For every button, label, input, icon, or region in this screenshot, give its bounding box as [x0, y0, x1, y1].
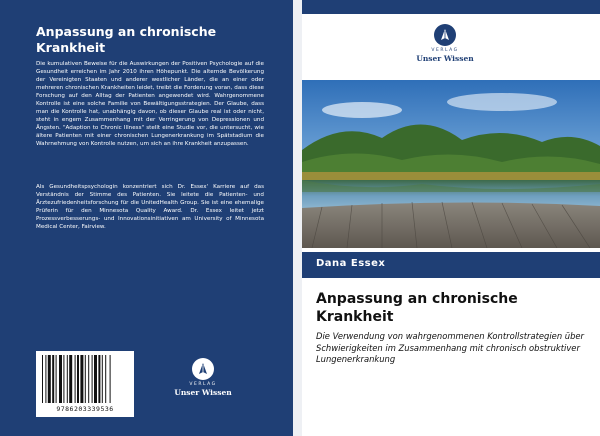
- publisher-name: Unser Wissen: [416, 54, 474, 63]
- quill-icon: [434, 24, 456, 46]
- back-cover: [0, 0, 293, 436]
- author-bar: [302, 252, 600, 278]
- barcode-lines: [40, 355, 130, 403]
- barcode-number: 9786203339536: [56, 405, 114, 413]
- author-name: Dana Essex: [316, 258, 386, 269]
- front-top-band: [302, 0, 600, 14]
- back-cover-blurb: Die kumulativen Beweise für die Auswirkungen der Positiven Psychologie auf die Gesundheit erreichen im Jahr 2010 ihren Höhepunkt. Die alternde Bevölkerung der Vereinigten Staaten und anderer westlicher Länder, die an einer oder mehreren chronischen Krankheiten leidet, treibt die Forderung voran, dass diese Forschung auf den Alltag der Patienten angewendet wird. Wahrgenommene Kontrolle ist eine solche Familie von Bewältigungsstrategien. Der Glaube, dass man die Kontrolle hat, unabhängig davon, ob dieser Glaube real ist oder nicht, steht in engem Zusammenhang mit der Verringerung von Depressionen und Ängsten. "Adaption to Chronic Illness" stellt eine Studie vor, die untersucht, wie ältere Patienten mit einer chronischen Lungenerkrankung im Spätstadium die Wahrnehmung von Kontrolle nutzen, um sich an ihre Krankheit anzupassen.: [36, 61, 264, 147]
- spine: [293, 0, 302, 436]
- quill-icon: [192, 358, 214, 380]
- isbn-barcode: [36, 351, 134, 417]
- publisher-logo-back: [168, 358, 238, 397]
- front-cover-title: Anpassung an chronische Krankheit: [316, 291, 518, 325]
- front-cover-subtitle: Die Verwendung von wahrgenommenen Kontrollstrategien über Schwierigkeiten im Zusammenhang mit chronisch obstruktiver Lungenerkrankung: [316, 331, 585, 364]
- back-cover-title: Anpassung an chronische Krankheit: [36, 24, 217, 55]
- publisher-label: VERLAG: [431, 48, 459, 53]
- author-bio: Als Gesundheitspsychologin konzentriert sich Dr. Essex' Karriere auf das Verständnis der Stimme des Patienten. Sie leitete die Patienten- und Ärztezufriedenheitsforschung für die UnitedHealth Group. Sie ist eine ehemalige Prüferin für den Minnesota Quality Award. Dr. Essex leitet jetzt Prozessverbesserungs- und Innovationsinitiativen am University of Minnesota Medical Center, Fairview.: [36, 184, 264, 230]
- publisher-logo-front: [410, 24, 480, 63]
- publisher-label: VERLAG: [189, 382, 217, 387]
- cover-photo-lake-pier: [302, 80, 600, 248]
- publisher-name: Unser Wissen: [174, 388, 232, 397]
